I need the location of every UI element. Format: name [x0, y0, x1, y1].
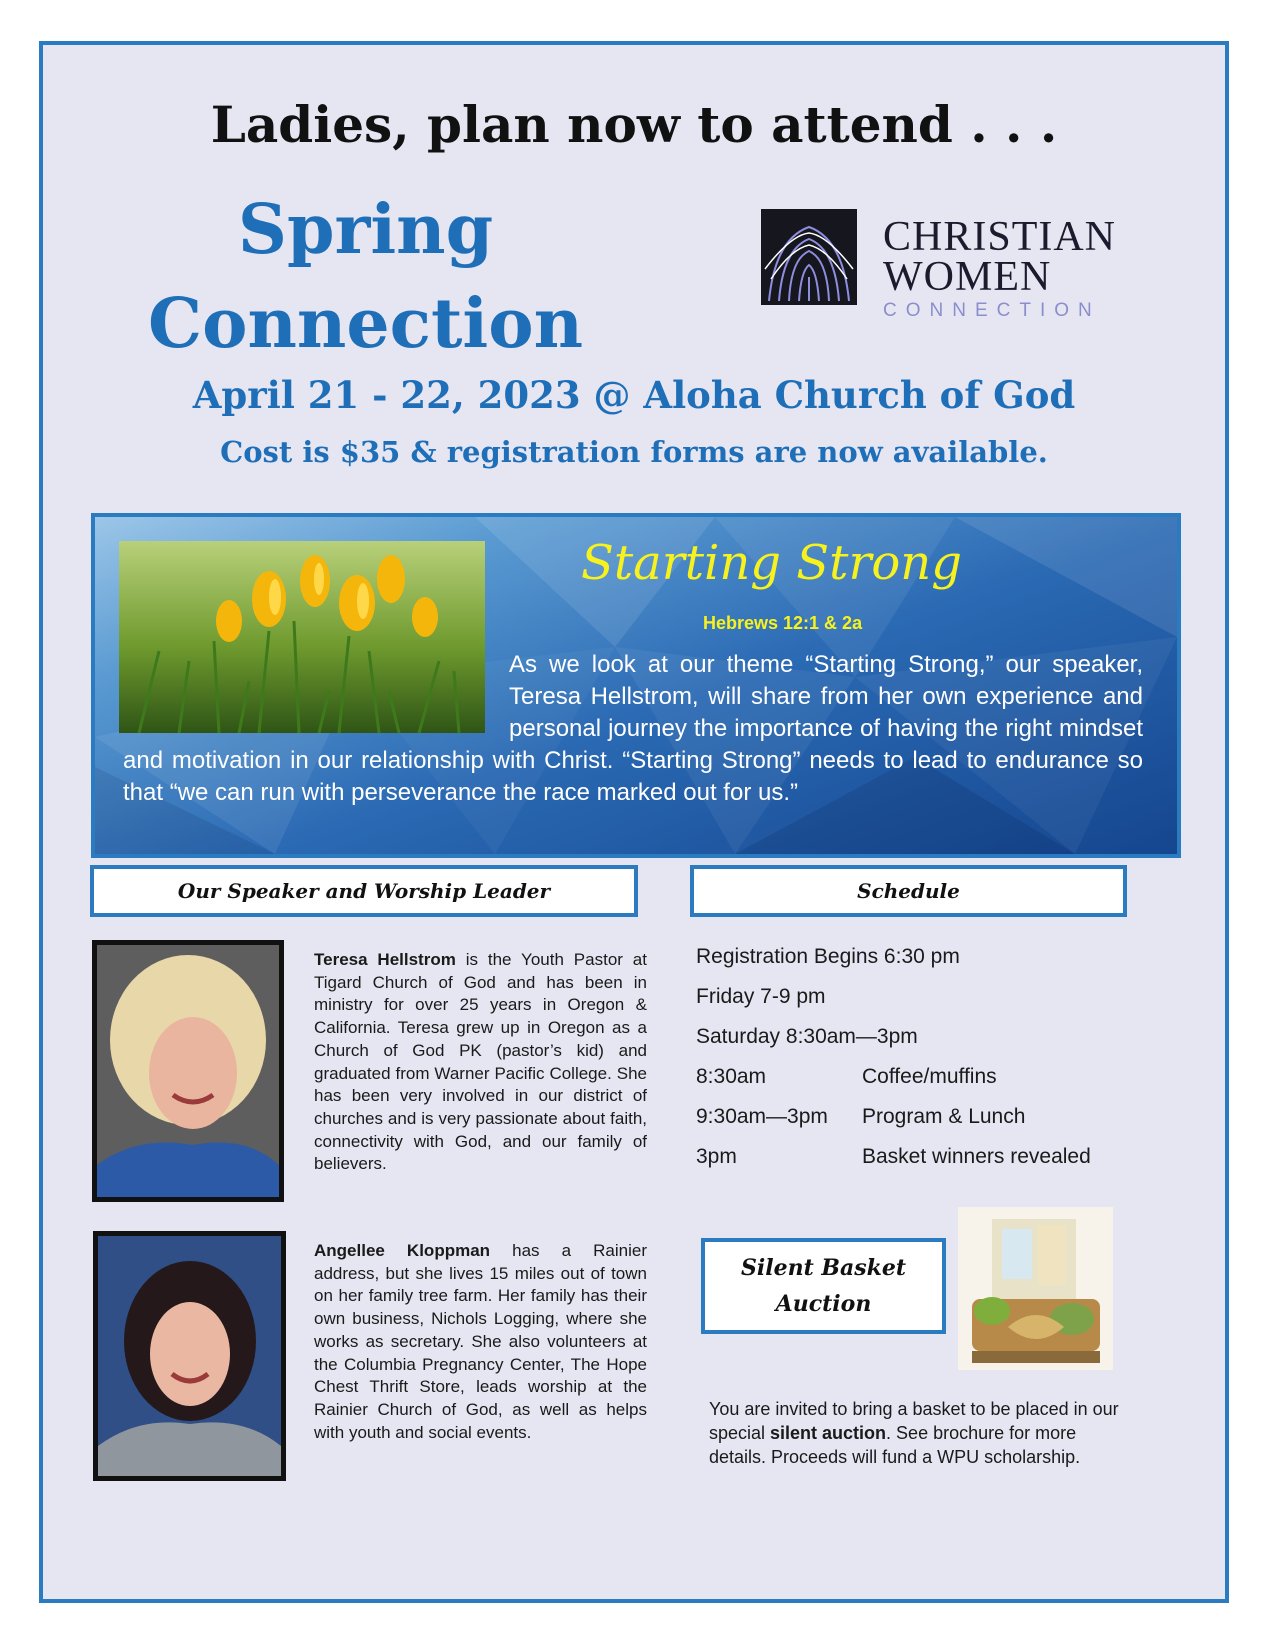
auction-note-text: You are invited to bring a basket to be placed in our special: [709, 1399, 1119, 1443]
theme-title: Starting Strong: [581, 535, 962, 591]
speaker-bio-text-1: is the Youth Pastor at Tigard Church of God and has been in ministry for over 25 years in Oregon & California. Teresa grew up in Oregon as a Church of God PK (pastor’s kid) and graduated from Warner Pacific College. She has been very involved in our district of churches and is very passionate about faith, connectivity with God, and our family of believers.: [314, 950, 647, 1174]
logo-text-women: WOMEN: [883, 254, 1052, 300]
schedule-item-event: Basket winners revealed: [862, 1145, 1091, 1168]
schedule-item-time: 3pm: [696, 1145, 737, 1168]
schedule-section-header: Schedule: [690, 865, 1127, 917]
speakers-section-header: Our Speaker and Worship Leader: [90, 865, 638, 917]
speaker-bio-1: [314, 949, 647, 1176]
event-dates-location: April 21 - 22, 2023 @ Aloha Church of God: [192, 373, 1076, 417]
theme-description-block: [123, 649, 1143, 809]
speaker-name-1: Teresa Hellstrom: [314, 950, 456, 969]
event-title: Spring Connection: [147, 190, 584, 364]
theme-box: [91, 513, 1181, 858]
schedule-line-3: Saturday 8:30am—3pm: [696, 1025, 918, 1048]
schedule-item-3: [696, 1145, 1091, 1169]
auction-note-bold: silent auction: [770, 1423, 887, 1443]
speaker-bio-text-2: has a Rainier address, but she lives 15 miles out of town on her family tree farm. Her family has their own business, Nichols Logging, where she works as secretary. She also volunteers at the Columbia Pregnancy Center, The Hope Chest Thrift Store, leads worship at the Rainier Church of God, as well as helps with youth and social events.: [314, 1241, 648, 1442]
gift-basket-photo: [958, 1207, 1113, 1370]
auction-note-text-end: . See brochure for more details. Proceeds will fund a WPU scholarship.: [709, 1423, 1081, 1467]
schedule-item-1: [696, 1065, 997, 1089]
schedule-item-time: 9:30am—3pm: [696, 1105, 828, 1128]
silent-auction-header: Silent Basket Auction: [701, 1238, 946, 1334]
speaker-photo-angellee: [93, 1231, 286, 1481]
schedule-item-time: 8:30am: [696, 1065, 767, 1088]
auction-note: [709, 1397, 1119, 1469]
speaker-photo-teresa: [92, 940, 284, 1202]
event-cost: Cost is $35 & registration forms are now available.: [220, 435, 1048, 469]
schedule-item-2: [696, 1105, 1025, 1129]
schedule-item-event: Program & Lunch: [862, 1105, 1026, 1128]
logo-text-christian: CHRISTIAN: [883, 214, 1117, 260]
photo-wrap-spacer: [123, 649, 509, 745]
cwc-logo-icon: [761, 209, 857, 305]
schedule-item-event: Coffee/muffins: [862, 1065, 997, 1088]
speaker-bio-2: [314, 1240, 647, 1444]
logo-text-connection: CONNECTION: [883, 300, 1101, 321]
theme-description: As we look at our theme “Starting Strong,” our speaker, Teresa Hellstrom, will share from her own experience and personal journey the importance of having the right mindset and motivation in our relationship with Christ. “Starting Strong” needs to lead to endurance so that “we can run with perseverance the race marked out for us.”: [123, 651, 1143, 806]
speaker-name-2: Angellee Kloppman: [314, 1241, 491, 1260]
flyer-frame: [39, 41, 1229, 1603]
schedule-line-1: Registration Begins 6:30 pm: [696, 945, 960, 968]
theme-verse: Hebrews 12:1 & 2a: [703, 613, 863, 633]
schedule-line-2: Friday 7-9 pm: [696, 985, 826, 1008]
tagline-heading: Ladies, plan now to attend . . .: [210, 95, 1058, 154]
